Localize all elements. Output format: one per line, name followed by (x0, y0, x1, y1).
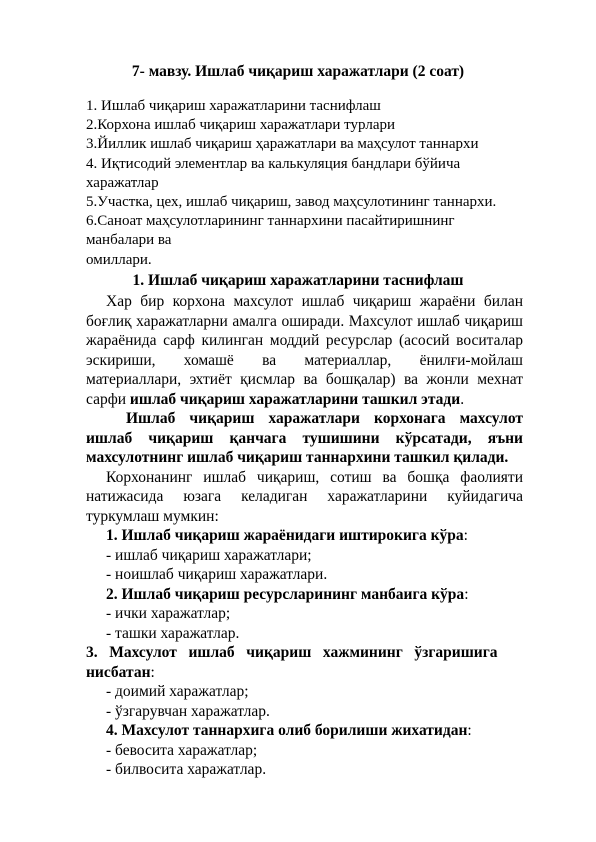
outline-line: 6.Саноат маҳсулотларининг таннархини пасайтиришнинг (86, 213, 455, 230)
paragraph-classification: Корхонанинг ишлаб чиқариш, сотиш ва бошқа фаолияти натижасида юзага келадиган харажатларини куйидагича туркумлаш мумкин: (86, 468, 523, 525)
outline-line: манбалари ва (86, 232, 172, 249)
list-item: - доимий харажатлар; (106, 683, 249, 700)
outline-line: омиллари. (86, 251, 152, 268)
group-heading: 1. Ишлаб чиқариш жараёнидаги иштирокига кўра: (106, 527, 468, 544)
list-item: - ички харажатлар; (106, 605, 231, 622)
group-heading: 2. Ишлаб чиқариш ресурсларининг манбаига кўра: (106, 585, 469, 603)
paragraph-emphasis: ишлаб чиқариш харажатларини ташкил этади (129, 390, 461, 408)
list-item: - бевосита харажатлар; (106, 741, 258, 759)
group-heading: 3. Махсулот ишлаб чиқариш хажмининг ўзгаришига (86, 644, 498, 661)
topic-outline (86, 97, 526, 270)
paragraph-definition: Ишлаб чиқариш харажатлари корхонага махсулот ишлаб чиқариш қанчага тушишини кўрсатади, яъни махсулотнинг ишлаб чиқариш таннархини ташкил қилади. (86, 410, 523, 466)
paragraph-end: . (460, 390, 465, 408)
outline-line: 5.Участка, цех, ишлаб чиқариш, завод маҳсулотининг таннархи. (86, 194, 497, 211)
outline-line: 1. Ишлаб чиқариш харажатларини таснифлаш (86, 98, 381, 114)
paragraph-intro (86, 292, 523, 409)
outline-line: харажатлар (86, 174, 159, 191)
outline-line: 3.Йиллик ишлаб чиқариш ҳаражатлари ва маҳсулот таннархи (86, 136, 479, 153)
outline-line: 4. Иқтисодий элементлар ва калькуляция бандлари бўйича (86, 155, 461, 172)
group-heading-continued: нисбатан: (86, 663, 155, 681)
list-item: - билвосита харажатлар. (106, 761, 267, 778)
group-heading: 4. Махсулот таннархига олиб борилиши жихатидан: (106, 722, 472, 739)
outline-line: 2.Корхона ишлаб чиқариш харажатлари турлари (86, 117, 396, 134)
list-item: - ишлаб чиқариш харажатлари; (106, 546, 312, 564)
paragraph-text: Хар бир корхона махсулот ишлаб чиқариш жараёни билан боғлиқ харажатларни амалга оширади. Махсулот ишлаб чиқариш жараёнида сарф килинган моддий ресурслар (асосий воситалар эскириши, хомашё ва материаллар, ёнилғи-мойлаш материаллари, эхтиёт қисмлар ва бошқалар) ва жонли мехнат сарфи (86, 293, 523, 408)
section-heading: 1. Ишлаб чиқариш харажатларини таснифлаш (132, 272, 464, 289)
list-item: - ноишлаб чиқариш харажатлари. (106, 566, 328, 583)
list-item: - ўзгарувчан харажатлар. (106, 702, 270, 720)
page-title: 7- мавзу. Ишлаб чиқариш харажатлари (2 соат) (131, 63, 465, 80)
list-item: - ташки харажатлар. (106, 624, 240, 642)
section-body (86, 292, 523, 780)
